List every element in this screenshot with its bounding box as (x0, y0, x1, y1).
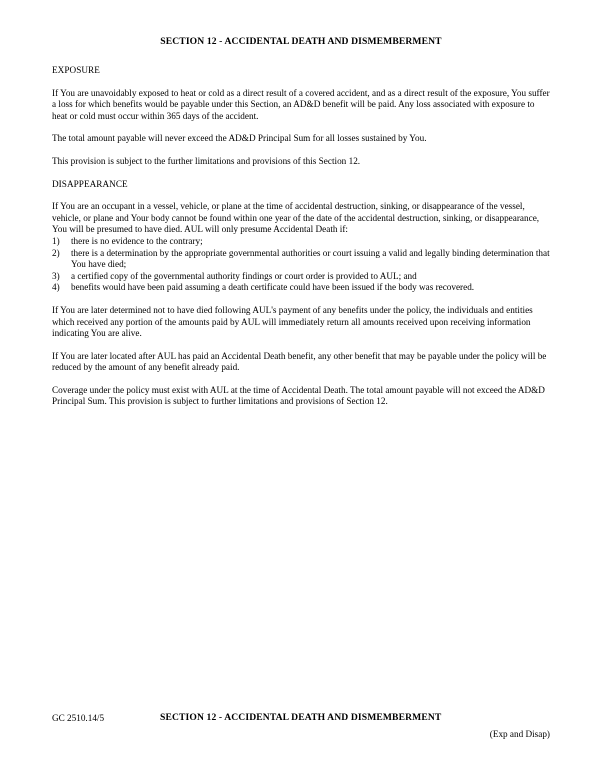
footer-main-row (52, 712, 550, 726)
list-item (52, 271, 550, 283)
list-item-label: benefits would have been paid assuming a death certificate could have been issued if the body was recovered. (71, 282, 475, 293)
list-item (52, 282, 550, 294)
list-item-label: a certified copy of the governmental authority findings or court order is provided to AUL; and (71, 270, 417, 281)
list-item-label: there is a determination by the appropriate governmental authorities or court issuing a valid and legally binding determination that You have died; (71, 247, 550, 270)
list-item-label: there is no evidence to the contrary; (71, 235, 203, 246)
document-body (52, 36, 550, 419)
list-item-marker: 3) (52, 270, 60, 281)
paragraph: If You are an occupant in a vessel, vehicle, or plane at the time of accidental destruction, sinking, or disappearance of the vessel, vehicle, or plane and Your body cannot be found within one year of the date of the accidental destruction, sinking, or disappearance, You will be presumed to have died. AUL will only presume Accidental Death if: (52, 201, 540, 235)
list-item-marker: 1) (52, 235, 60, 246)
paragraph: If You are later located after AUL has paid an Accidental Death benefit, any other benefit that may be payable under the policy will be reduced by the amount of any benefit already paid. (52, 350, 547, 373)
list-item-marker: 2) (52, 247, 60, 258)
paragraph: Coverage under the policy must exist with AUL at the time of Accidental Death. The total amount payable will not exceed the AD&D Principal Sum. This provision is subject to further limitations and provisions of Section 12. (52, 384, 545, 407)
footer-section-title: SECTION 12 - ACCIDENTAL DEATH AND DISMEMBERMENT (160, 712, 442, 723)
paragraph: If You are later determined not to have died following AUL's payment of any benefits under the policy, the individuals and entities which received any portion of the amounts paid by AUL will immediately return all amounts received upon receiving information indicating You are alive. (52, 304, 533, 339)
paragraph: If You are unavoidably exposed to heat or cold as a direct result of a covered accident, and as a direct result of the exposure, You suffer a loss for which benefits would be payable under this Section, an AD&D benefit will be paid. Any loss associated with exposure to heat or cold must occur within 365 days of the accident. (52, 87, 550, 121)
footer-form-code: GC 2510.14/5 (52, 713, 105, 723)
page-title: SECTION 12 - ACCIDENTAL DEATH AND DISMEMBERMENT (160, 36, 442, 47)
footer-subtitle: (Exp and Disap) (489, 729, 550, 739)
numbered-list (52, 236, 550, 294)
page-footer (52, 712, 550, 739)
list-item-marker: 4) (52, 282, 60, 293)
paragraph: This provision is subject to the further limitations and provisions of this Section 12. (52, 155, 361, 166)
list-item (52, 236, 550, 248)
section-heading-disappearance: DISAPPEARANCE (52, 178, 128, 189)
paragraph: The total amount payable will never exceed the AD&D Principal Sum for all losses sustained by You. (52, 133, 427, 144)
section-heading-exposure: EXPOSURE (52, 65, 100, 75)
list-item (52, 248, 550, 271)
